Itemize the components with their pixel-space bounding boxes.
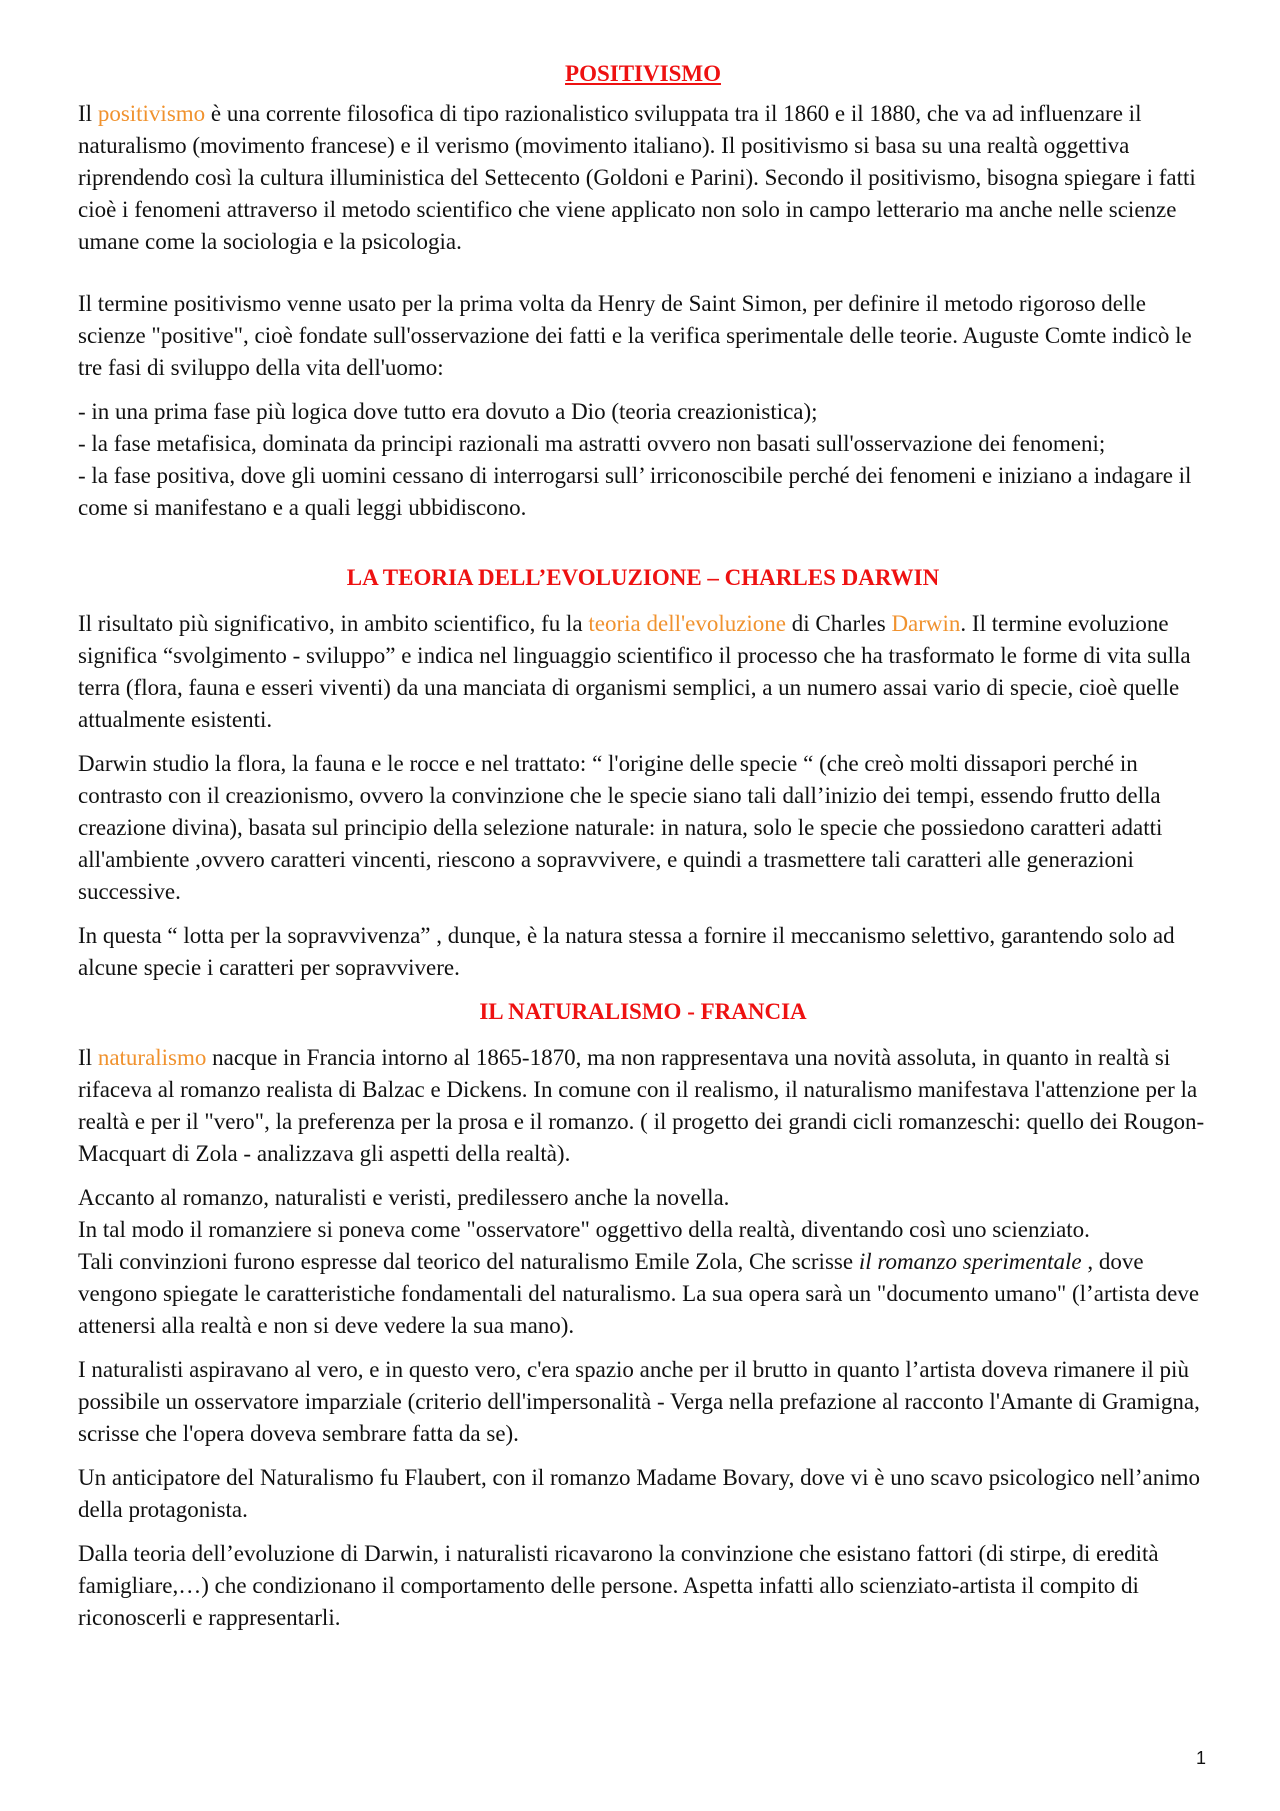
highlight-darwin: Darwin bbox=[891, 611, 961, 636]
text-run: Il bbox=[78, 1045, 98, 1070]
phase-item-3: - la fase positiva, dove gli uomini cessano di interrogarsi sull’ irriconoscibile perché dei fenomeni e iniziano a indagare il come si manifestano e a quali leggi ubbidiscono. bbox=[78, 463, 1192, 520]
romanzo-novella-line: Accanto al romanzo, naturalisti e veristi, predilessero anche la novella. bbox=[78, 1185, 730, 1210]
text-run: è una corrente filosofica di tipo razionalistico sviluppata tra il 1860 e il 1880, che va ad influenzare il naturalismo (movimento francese) e il verismo (movimento italiano). Il positivismo si basa su una realtà oggettiva riprendendo così la cultura illuministica del Settecento (Goldoni e Parini). Secondo il positivismo, bisogna spiegare i fatti cioè i fenomeni attraverso il metodo scientifico che viene applicato non solo in campo letterario ma anche nelle scienze umane come la sociologia e la psicologia. bbox=[78, 101, 1196, 254]
title-evoluzione-darwin: LA TEORIA DELL’EVOLUZIONE – CHARLES DARWIN bbox=[346, 565, 940, 590]
document-page bbox=[78, 58, 1208, 1634]
darwin-studio-paragraph: Darwin studio la flora, la fauna e le rocce e nel trattato: “ l'origine delle specie “ (che creò molti dissapori perché in contrasto con il creazionismo, ovvero la convinzione che le specie siano tali dall’inizio dei tempi, essendo frutto della creazione divina), basata sul principio della selezione naturale: in natura, solo le specie che possiedono caratteri adatti all'ambiente ,ovvero caratteri vincenti, riescono a sopravvivere, e quindi a trasmettere tali caratteri alle generazioni successive. bbox=[78, 751, 1163, 904]
naturalismo-intro-paragraph bbox=[78, 1042, 1208, 1170]
darwin-naturalisti-paragraph: Dalla teoria dell’evoluzione di Darwin, i naturalisti ricavarono la convinzione che esistano fattori (di stirpe, di eredità famigliare,…) che condizionano il comportamento delle persone. Aspetta infatti allo scienziato-artista il compito di riconoscerli e rappresentarli. bbox=[78, 1541, 1159, 1630]
phase-item-2: - la fase metafisica, dominata da principi razionali ma astratti ovvero non basati sull'osservazione dei fenomeni; bbox=[78, 431, 1106, 456]
osservatore-line: In tal modo il romanziere si poneva come "osservatore" oggettivo della realtà, diventando così uno scienziato. bbox=[78, 1217, 1090, 1242]
positivismo-term-paragraph: Il termine positivismo venne usato per la prima volta da Henry de Saint Simon, per definire il metodo rigoroso delle scienze "positive", cioè fondate sull'osservazione dei fatti e la verifica sperimentale delle teorie. Auguste Comte indicò le tre fasi di sviluppo della vita dell'uomo: bbox=[78, 291, 1192, 380]
text-run: Tali convinzioni furono espresse dal teorico del naturalismo Emile Zola, Che scrisse bbox=[78, 1249, 859, 1274]
evoluzione-intro-paragraph bbox=[78, 608, 1208, 736]
text-run: di Charles bbox=[786, 611, 892, 636]
title-naturalismo-francia: IL NATURALISMO - FRANCIA bbox=[479, 999, 807, 1024]
lotta-sopravvivenza-paragraph: In questa “ lotta per la sopravvivenza” , dunque, è la natura stessa a fornire il meccanismo selettivo, garantendo solo ad alcune specie i caratteri per sopravvivere. bbox=[78, 923, 1175, 980]
phase-item-1: - in una prima fase più logica dove tutto era dovuto a Dio (teoria creazionistica); bbox=[78, 399, 818, 424]
title-positivismo: POSITIVISMO bbox=[565, 61, 721, 86]
text-run: , dove vengono spiegate le caratteristiche fondamentali del naturalismo. La sua opera sarà un "documento umano" (l’artista deve attenersi alla realtà e non si deve vedere la sua mano). bbox=[78, 1249, 1200, 1338]
zola-paragraph bbox=[78, 1246, 1208, 1342]
naturalisti-vero-paragraph: I naturalisti aspiravano al vero, e in questo vero, c'era spazio anche per il brutto in quanto l’artista doveva rimanere il più possibile un osservatore imparziale (criterio dell'impersonalità - Verga nella prefazione al racconto l'Amante di Gramigna, scrisse che l'opera doveva sembrare fatta da se). bbox=[78, 1357, 1200, 1446]
text-run: Il bbox=[78, 101, 98, 126]
highlight-naturalismo: naturalismo bbox=[97, 1045, 207, 1070]
text-run: . Il termine evoluzione significa “svolgimento - sviluppo” e indica nel linguaggio scientifico il processo che ha trasformato le forme di vita sulla terra (flora, fauna e esseri viventi) da una manciata di organismi semplici, a un numero assai vario di specie, cioè quelle attualmente esistenti. bbox=[78, 611, 1191, 732]
highlight-teoria-evoluzione: teoria dell'evoluzione bbox=[588, 611, 787, 636]
text-run: nacque in Francia intorno al 1865-1870, ma non rappresentava una novità assoluta, in quanto in realtà si rifaceva al romanzo realista di Balzac e Dickens. In comune con il realismo, il naturalismo manifestava l'attenzione per la realtà e per il "vero", la preferenza per la prosa e il romanzo. ( il progetto dei grandi cicli romanzeschi: quello dei Rougon- Macquart di Zola - analizzava gli aspetti della realtà). bbox=[78, 1045, 1205, 1166]
flaubert-paragraph: Un anticipatore del Naturalismo fu Flaubert, con il romanzo Madame Bovary, dove vi è uno scavo psicologico nell’animo della protagonista. bbox=[78, 1465, 1201, 1522]
title-romanzo-sperimentale: il romanzo sperimentale bbox=[858, 1249, 1082, 1274]
page-number: 1 bbox=[1196, 1748, 1207, 1768]
highlight-positivismo: positivismo bbox=[97, 101, 206, 126]
text-run: Il risultato più significativo, in ambito scientifico, fu la bbox=[78, 611, 589, 636]
positivismo-intro-paragraph bbox=[78, 98, 1208, 258]
